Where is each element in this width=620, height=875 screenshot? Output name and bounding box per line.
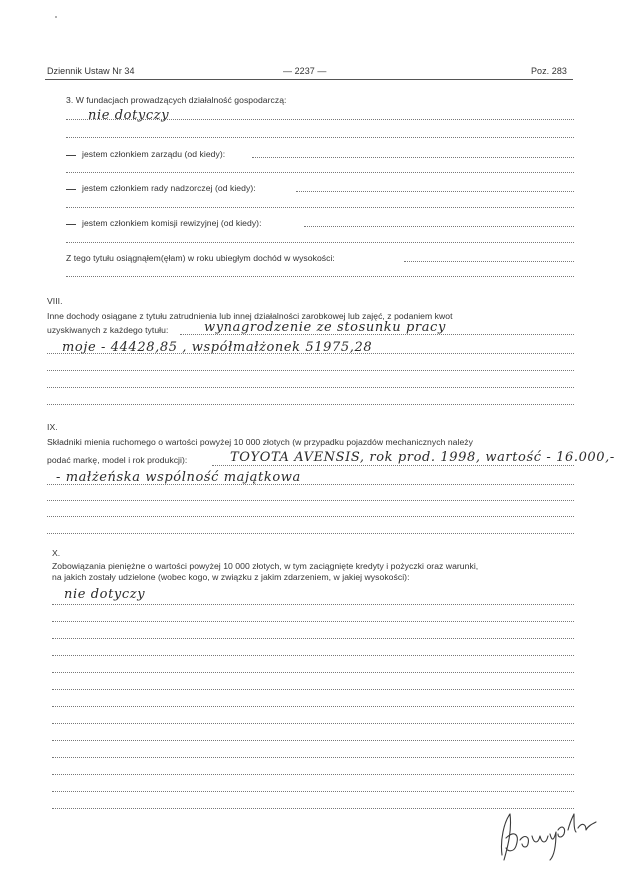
section-8-handwritten-answer-1: wynagrodzenie ze stosunku pracy (204, 320, 446, 335)
list-dash (66, 189, 76, 190)
answer-line (52, 757, 574, 758)
answer-line (252, 157, 574, 158)
answer-line (296, 191, 574, 192)
supervisory-board-label: jestem członkiem rady nadzorczej (od kiedy): (82, 183, 256, 193)
answer-line (47, 404, 574, 405)
answer-line (52, 740, 574, 741)
answer-line (52, 774, 574, 775)
answer-line (66, 119, 574, 120)
answer-line (47, 533, 574, 534)
answer-line (66, 207, 574, 208)
answer-line (66, 172, 574, 173)
answer-line (52, 621, 574, 622)
page-number: — 2237 — (283, 66, 327, 76)
section-8-description: Inne dochody osiągane z tytułu zatrudnienia lub innej działalności zarobkowej lub zajęć, z podaniem kwot (47, 311, 453, 321)
section-9-handwritten-answer-1: TOYOTA AVENSIS, rok prod. 1998, wartość - 16.000,- (230, 450, 615, 465)
answer-line (180, 334, 574, 335)
signature-mark (494, 800, 604, 870)
answer-line (212, 465, 574, 466)
header-rule (45, 79, 573, 80)
audit-committee-label: jestem członkiem komisji rewizyjnej (od kiedy): (82, 218, 262, 228)
answer-line (52, 655, 574, 656)
section-9-description: Składniki mienia ruchomego o wartości powyżej 10 000 złotych (w przypadku pojazdów mechanicznych należy (47, 437, 473, 447)
answer-line (47, 370, 574, 371)
section-10-description-cont: na jakich zostały udzielone (wobec kogo, w związku z jakim zdarzeniem, w jakiej wysokości): (52, 572, 410, 582)
answer-line (52, 689, 574, 690)
journal-title: Dziennik Ustaw Nr 34 (47, 66, 135, 76)
income-from-title-label: Z tego tytułu osiągnąłem(ęłam) w roku ubiegłym dochód w wysokości: (66, 253, 335, 263)
answer-line (47, 387, 574, 388)
list-dash (66, 155, 76, 156)
answer-line (66, 242, 574, 243)
answer-line (47, 353, 574, 354)
section-9-description-cont: podać markę, model i rok produkcji): (47, 455, 188, 465)
answer-line (52, 638, 574, 639)
section-8-handwritten-answer-2: moje - 44428,85 , współmałżonek 51975,28 (62, 340, 373, 355)
section-9-handwritten-answer-2: - małżeńska wspólność majątkowa (56, 470, 301, 485)
answer-line (47, 516, 574, 517)
board-member-label: jestem członkiem zarządu (od kiedy): (82, 149, 226, 159)
section-10-handwritten-answer: nie dotyczy (64, 587, 146, 602)
section-8-number: VIII. (47, 296, 63, 306)
list-dash (66, 224, 76, 225)
answer-line (66, 276, 574, 277)
section-10-number: X. (52, 548, 61, 558)
answer-line (52, 604, 574, 605)
answer-line (52, 706, 574, 707)
answer-line (52, 672, 574, 673)
section-3-handwritten-answer: nie dotyczy (88, 108, 170, 123)
answer-line (52, 791, 574, 792)
answer-line (66, 137, 574, 138)
answer-line (47, 484, 574, 485)
section-3-heading: 3. W fundacjach prowadzących działalność gospodarczą: (66, 95, 287, 105)
answer-line (304, 226, 574, 227)
answer-line (404, 261, 574, 262)
section-9-number: IX. (47, 422, 58, 432)
scan-speck (55, 16, 57, 18)
section-8-description-cont: uzyskiwanych z każdego tytułu: (47, 325, 169, 335)
answer-line (52, 723, 574, 724)
position-number: Poz. 283 (531, 66, 567, 76)
answer-line (47, 500, 574, 501)
section-10-description: Zobowiązania pieniężne o wartości powyżej 10 000 złotych, w tym zaciągnięte kredyty i pożyczki oraz warunki, (52, 561, 479, 571)
